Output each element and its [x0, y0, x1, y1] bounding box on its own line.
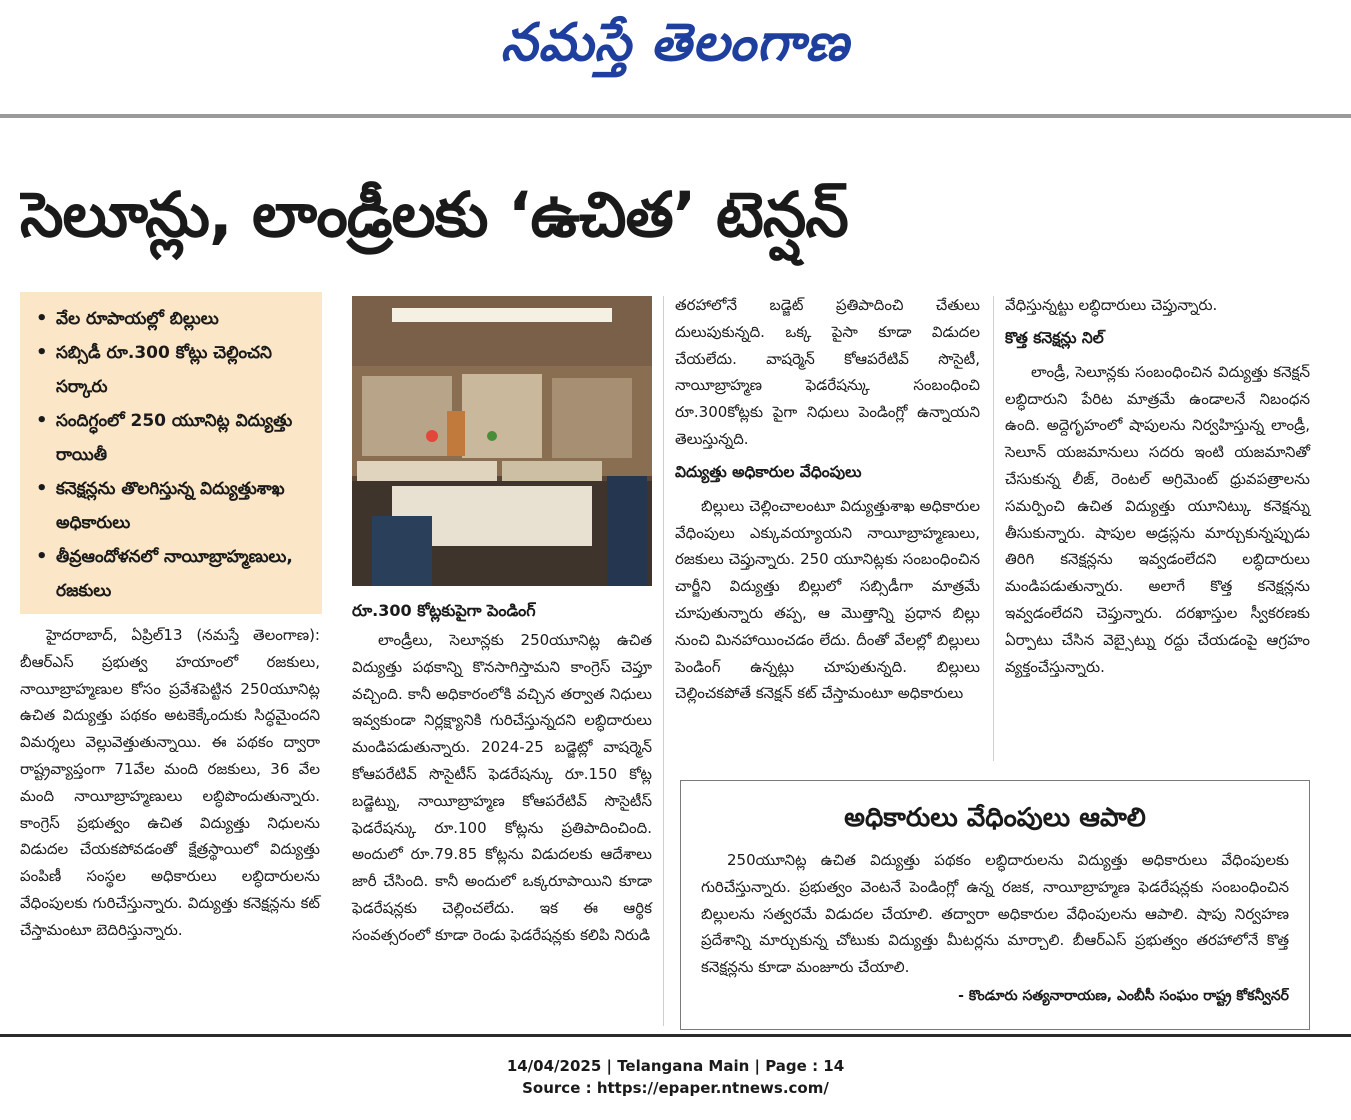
photo-caption: రూ.300 కోట్లకుపైగా పెండింగ్	[352, 601, 536, 620]
highlights-box	[20, 292, 322, 614]
paragraph: హైదరాబాద్, ఏప్రిల్13 (నమస్తే తెలంగాణ): బీఆర్ఎస్ ప్రభుత్వ హయాంలో రజకులు, నాయీబ్రాహ్మణుల కోసం ప్రవేశపెట్టిన 250యూనిట్ల ఉచిత విద్యుత్తు పథకం అటకెక్కేందుకు సిద్ధమైందని విమర్శలు వెల్లువెత్తుతున్నాయి. ఈ పథకం ద్వారా రాష్ట్రవ్యాప్తంగా 71వేల మంది రజకులు, 36 వేల మంది నాయీబ్రాహ్మణులు లబ్ధిపొందుతున్నారు. కాంగ్రెస్ ప్రభుత్వం ఉచిత విద్యుత్తు నిధులను విడుదల చేయకపోవడంతో క్షేత్రస్థాయిలో విద్యుత్తు పంపిణీ సంస్థల అధికారులు లబ్ధిదారులను వేధింపులకు గురిచేస్తున్నారు. విద్యుత్తు కనెక్షన్లను కట్ చేస్తామంటూ బెదిరిస్తున్నారు.	[20, 626, 320, 939]
article-column-1	[20, 622, 320, 1022]
quote-box	[680, 780, 1310, 1030]
paragraph: బిల్లులు చెల్లించాలంటూ విద్యుత్తుశాఖ అధికారుల వేధింపులు ఎక్కువయ్యాయని నాయీబ్రాహ్మణులు, రజకులు చెప్తున్నారు. 250 యూనిట్లకు సంబంధించిన చార్జీని విద్యుత్తు బిల్లులో సబ్సిడీగా మాత్రమే చూపుతున్నారు తప్ప, ఆ మొత్తాన్ని ప్రధాన బిల్లు నుంచి మినహాయించడం లేదు. దీంతో వేలల్లో బిల్లులు పెండింగ్ ఉన్నట్లు చూపుతున్నది. బిల్లులు చెల్లించకపోతే కనెక్షన్ కట్ చేస్తామంటూ అధికారులు	[675, 496, 980, 703]
salon-photo	[352, 296, 652, 586]
article-headline: సెలూన్లు, లాండ్రీలకు ‘ఉచిత’ టెన్షన్	[20, 178, 848, 251]
bullet-icon: •	[36, 546, 48, 567]
quote-box-title: అధికారులు వేధింపులు ఆపాలి	[844, 803, 1146, 833]
subheading: కొత్త కనెక్షన్లు నిల్	[1005, 328, 1104, 347]
footer-divider	[0, 1034, 1351, 1037]
footer-date-line: 14/04/2025 | Telangana Main | Page : 14	[506, 1057, 845, 1075]
masthead-divider	[0, 114, 1351, 118]
paragraph: వేధిస్తున్నట్టు లబ్ధిదారులు చెప్తున్నారు.	[1005, 296, 1218, 314]
highlight-text: తీవ్రఆందోళనలో నాయీబ్రాహ్మణులు, రజకులు	[56, 547, 293, 601]
highlight-text: సందిగ్ధంలో 250 యూనిట్ల విద్యుత్తు రాయితీ	[56, 411, 293, 465]
footer	[0, 1055, 1351, 1099]
bullet-icon: •	[36, 478, 48, 499]
highlight-item	[36, 472, 314, 540]
highlight-text: కనెక్షన్లను తొలగిస్తున్న విద్యుత్తుశాఖ అధికారులు	[56, 479, 285, 533]
highlight-text: వేల రూపాయల్లో బిల్లులు	[56, 309, 219, 329]
subheading: విద్యుత్తు అధికారుల వేధింపులు	[675, 462, 862, 481]
quote-box-body: 250యూనిట్ల ఉచిత విద్యుత్తు పథకం లబ్ధిదారులను విద్యుత్తు అధికారులు వేధింపులకు గురిచేస్తున్నారు. ప్రభుత్వం వెంటనే పెండింగ్లో ఉన్న రజక, నాయీబ్రాహ్మణ ఫెడరేషన్లకు సంబంధించిన బిల్లులను సత్వరమే విడుదల చేయాలి. తద్వారా అధికారుల వేధింపులను ఆపాలి. షాపు నిర్వహణ ప్రదేశాన్ని మార్చుకున్న చోటుకు విద్యుత్తు మీటర్లను మార్చాలి. బీఆర్ఎస్ ప్రభుత్వం తరహాలోనే కొత్త కనెక్షన్లను కూడా మంజూరు చేయాలి.	[701, 851, 1289, 977]
newspaper-logo: నమస్తే తెలంగాణ	[500, 13, 850, 73]
highlight-item	[36, 404, 314, 472]
highlight-item	[36, 302, 314, 336]
article-column-2	[352, 627, 652, 1022]
masthead	[0, 0, 1351, 112]
column-divider	[663, 296, 664, 1026]
footer-source-line: Source : https://epaper.ntnews.com/	[522, 1079, 829, 1097]
article-column-3	[675, 292, 980, 762]
paragraph: తరహాలోనే బడ్జెట్ ప్రతిపాదించి చేతులు దులుపుకున్నది. ఒక్క పైసా కూడా విడుదల చేయలేదు. వాషర్మెన్ కోఆపరేటివ్ సొసైటీ, నాయీబ్రాహ్మణ ఫెడరేషన్కు సంబంధించి రూ.300కోట్లకు పైగా నిధులు పెండింగ్లో ఉన్నాయని తెలుస్తున్నది.	[675, 296, 980, 448]
highlight-item	[36, 336, 314, 404]
paragraph: లాండ్రీలు, సెలూన్లకు 250యూనిట్ల ఉచిత విద్యుత్తు పథకాన్ని కొనసాగిస్తామని కాంగ్రెస్ చెప్తూ వచ్చింది. కానీ అధికారంలోకి వచ్చిన తర్వాత నిధులు ఇవ్వకుండా నిర్లక్ష్యానికి గురిచేస్తున్నదని లబ్ధిదారులు మండిపడుతున్నారు. 2024-25 బడ్జెట్లో వాషర్మెన్ కోఆపరేటివ్ సొసైటీస్ ఫెడరేషన్కు రూ.150 కోట్ల బడ్జెట్ను, నాయీబ్రాహ్మణ కోఆపరేటివ్ సొసైటీస్ ఫెడరేషన్కు రూ.100 కోట్లను ప్రతిపాదించింది. అందులో రూ.79.85 కోట్లను విడుదలకు ఆదేశాలు జారీ చేసింది. కానీ అందులో ఒక్కరూపాయిని కూడా ఫెడరేషన్లకు చెల్లించలేదు. ఇక ఈ ఆర్థిక సంవత్సరంలో కూడా రెండు ఫెడరేషన్లకు కలిపి నిరుడి	[352, 631, 652, 944]
salon-photo-illustration	[352, 296, 652, 586]
quote-signature: - కొండూరు సత్యనారాయణ, ఎంబీసీ సంఘం రాష్ట్ర కోకన్వీనర్	[958, 987, 1289, 1004]
paragraph: లాండ్రీ, సెలూన్లకు సంబంధించిన విద్యుత్తు కనెక్షన్ లబ్ధిదారుని పేరిట మాత్రమే ఉండాలనే నిబంధన ఉంది. అద్దెగృహంలో షాపులను నిర్వహిస్తున్న లాండ్రీ, సెలూన్ యజమానులు సదరు ఇంటి యజమానితో చేసుకున్న లీజ్, రెంటల్ అగ్రిమెంట్ ధ్రువపత్రాలను సమర్పించి ఉచిత విద్యుత్తు యూనిట్కు కనెక్షన్ను తీసుకున్నారు. షాపుల అడ్రస్లను మార్చుకున్నప్పుడు తిరిగి కనెక్షన్లను ఇవ్వడంలేదని లబ్ధిదారులు మండిపడుతున్నారు. అలాగే కొత్త కనెక్షన్లను ఇవ్వడంలేదని చెప్తున్నారు. దరఖాస్తుల స్వీకరణకు ఏర్పాటు చేసిన వెబ్సైట్ను రద్దు చేయడంపై ఆగ్రహం వ్యక్తంచేస్తున్నారు.	[1005, 362, 1310, 676]
highlight-text: సబ్సిడీ రూ.300 కోట్లు చెల్లించని సర్కారు	[56, 343, 272, 397]
highlights-list	[36, 302, 314, 608]
highlight-item	[36, 540, 314, 608]
bullet-icon: •	[36, 410, 48, 431]
article-column-4	[1005, 292, 1310, 762]
bullet-icon: •	[36, 342, 48, 363]
column-divider	[993, 296, 994, 761]
bullet-icon: •	[36, 308, 48, 329]
